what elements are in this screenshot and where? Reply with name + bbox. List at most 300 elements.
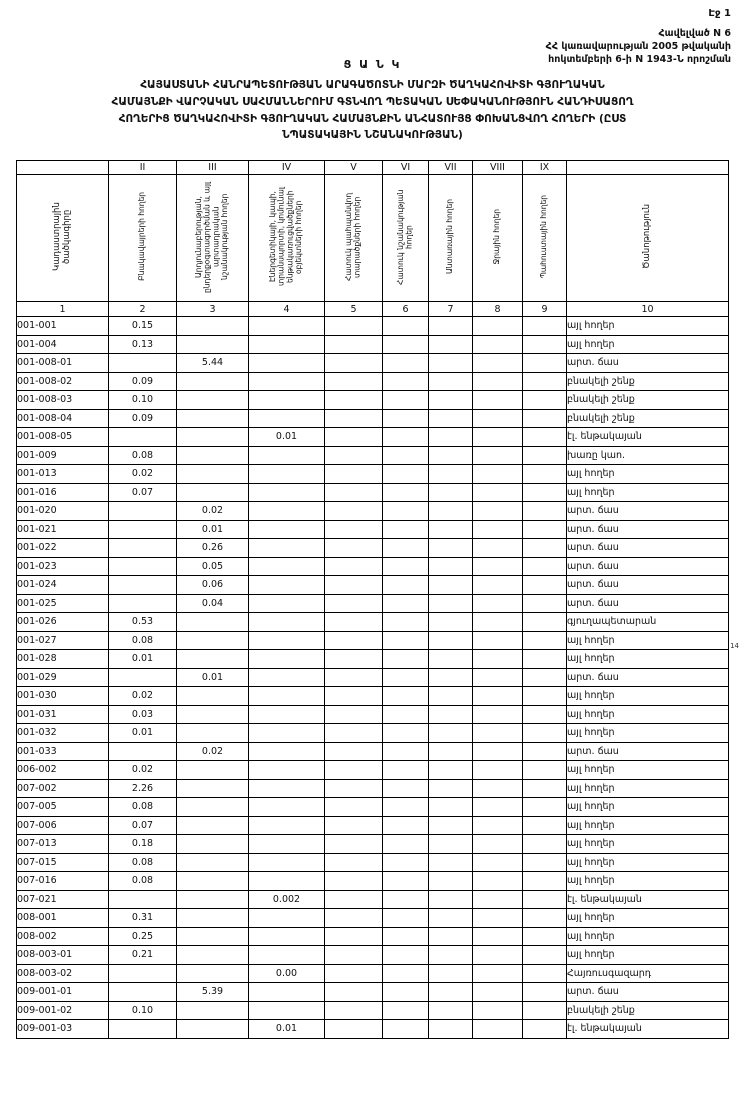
cell-cadastral-code: 007-021 (17, 890, 109, 909)
cell-water-lands (473, 687, 523, 706)
cell-cadastral-code: 007-015 (17, 853, 109, 872)
cell-reserve-lands (523, 964, 567, 983)
cell-water-lands (473, 779, 523, 798)
roman-col-6: VI (383, 161, 429, 175)
cell-settlement-lands: 0.10 (109, 1001, 177, 1020)
cell-settlement-lands: 0.18 (109, 835, 177, 854)
annex-line-1: Հավելված N 6 (658, 28, 731, 39)
table-row (17, 502, 729, 521)
cell-cadastral-code: 001-032 (17, 724, 109, 743)
table-row (17, 872, 729, 891)
cell-settlement-lands: 0.08 (109, 872, 177, 891)
cell-infrastructure-lands (249, 1001, 325, 1020)
cell-cadastral-code: 001-001 (17, 317, 109, 336)
cell-note: այլ հողեր (567, 650, 729, 669)
cell-infrastructure-lands (249, 613, 325, 632)
land-registry-table (16, 160, 729, 1039)
cell-water-lands (473, 576, 523, 595)
cell-protected-lands (325, 594, 383, 613)
cell-reserve-lands (523, 668, 567, 687)
cell-reserve-lands (523, 391, 567, 410)
roman-col-2: II (109, 161, 177, 175)
cell-settlement-lands: 0.07 (109, 483, 177, 502)
cell-forest-lands (429, 446, 473, 465)
header-forest-lands: Անտառային հողեր (429, 175, 473, 302)
cell-note: այլ հողեր (567, 909, 729, 928)
cell-settlement-lands (109, 1020, 177, 1039)
cell-industrial-lands (177, 465, 249, 484)
cell-protected-lands (325, 853, 383, 872)
cell-settlement-lands: 0.09 (109, 372, 177, 391)
cell-special-lands (383, 1020, 429, 1039)
cell-infrastructure-lands (249, 354, 325, 373)
cell-water-lands (473, 520, 523, 539)
cell-industrial-lands: 0.05 (177, 557, 249, 576)
cell-special-lands (383, 835, 429, 854)
cell-protected-lands (325, 317, 383, 336)
cell-water-lands (473, 502, 523, 521)
cell-note: խառը կաո. (567, 446, 729, 465)
cell-settlement-lands (109, 964, 177, 983)
cell-forest-lands (429, 687, 473, 706)
cell-reserve-lands (523, 465, 567, 484)
cell-settlement-lands: 0.08 (109, 446, 177, 465)
cell-industrial-lands (177, 687, 249, 706)
cell-protected-lands (325, 761, 383, 780)
cell-forest-lands (429, 668, 473, 687)
table-row (17, 631, 729, 650)
cell-cadastral-code: 001-024 (17, 576, 109, 595)
cell-special-lands (383, 650, 429, 669)
cell-settlement-lands: 0.02 (109, 761, 177, 780)
colnum-7: 7 (429, 302, 473, 317)
cell-water-lands (473, 946, 523, 965)
cell-industrial-lands (177, 631, 249, 650)
cell-reserve-lands (523, 650, 567, 669)
cell-reserve-lands (523, 1020, 567, 1039)
cell-infrastructure-lands: 0.01 (249, 428, 325, 447)
cell-cadastral-code: 007-002 (17, 779, 109, 798)
cell-protected-lands (325, 502, 383, 521)
cell-infrastructure-lands (249, 483, 325, 502)
cell-infrastructure-lands (249, 835, 325, 854)
cell-infrastructure-lands: 0.01 (249, 1020, 325, 1039)
cell-protected-lands (325, 909, 383, 928)
colnum-4: 4 (249, 302, 325, 317)
cell-note: արտ. ճաս (567, 539, 729, 558)
cell-infrastructure-lands (249, 853, 325, 872)
cell-protected-lands (325, 354, 383, 373)
table-row (17, 687, 729, 706)
cell-reserve-lands (523, 687, 567, 706)
cell-infrastructure-lands (249, 946, 325, 965)
cell-industrial-lands: 0.02 (177, 502, 249, 521)
cell-note: գյուղապետարան (567, 613, 729, 632)
cell-forest-lands (429, 761, 473, 780)
cell-industrial-lands (177, 909, 249, 928)
cell-water-lands (473, 853, 523, 872)
cell-cadastral-code: 001-026 (17, 613, 109, 632)
cell-settlement-lands: 0.25 (109, 927, 177, 946)
cell-cadastral-code: 007-006 (17, 816, 109, 835)
cell-industrial-lands (177, 446, 249, 465)
cell-industrial-lands (177, 317, 249, 336)
cell-water-lands (473, 372, 523, 391)
cell-protected-lands (325, 650, 383, 669)
table-row (17, 317, 729, 336)
header-notes: Ծանոթություն (567, 175, 729, 302)
table-row (17, 428, 729, 447)
cell-infrastructure-lands (249, 335, 325, 354)
cell-special-lands (383, 354, 429, 373)
page-subtitle (0, 71, 745, 144)
table-row (17, 335, 729, 354)
cell-protected-lands (325, 539, 383, 558)
cell-settlement-lands: 0.03 (109, 705, 177, 724)
roman-col-4: IV (249, 161, 325, 175)
cell-special-lands (383, 335, 429, 354)
cell-special-lands (383, 872, 429, 891)
cell-reserve-lands (523, 927, 567, 946)
cell-cadastral-code: 009-001-01 (17, 983, 109, 1002)
cell-infrastructure-lands (249, 576, 325, 595)
cell-note: արտ. ճաս (567, 983, 729, 1002)
cell-special-lands (383, 539, 429, 558)
cell-settlement-lands: 0.21 (109, 946, 177, 965)
cell-settlement-lands: 0.01 (109, 650, 177, 669)
cell-infrastructure-lands (249, 779, 325, 798)
cell-special-lands (383, 909, 429, 928)
cell-infrastructure-lands (249, 687, 325, 706)
colnum-3: 3 (177, 302, 249, 317)
cell-note: էլ. ենթակայան (567, 890, 729, 909)
cell-infrastructure-lands (249, 446, 325, 465)
cell-cadastral-code: 007-005 (17, 798, 109, 817)
cell-special-lands (383, 428, 429, 447)
table-row (17, 724, 729, 743)
cell-industrial-lands (177, 1020, 249, 1039)
table-row (17, 483, 729, 502)
cell-water-lands (473, 816, 523, 835)
cell-water-lands (473, 335, 523, 354)
page-number: Էջ 1 (708, 8, 731, 19)
cell-special-lands (383, 465, 429, 484)
cell-reserve-lands (523, 835, 567, 854)
cell-special-lands (383, 705, 429, 724)
cell-reserve-lands (523, 576, 567, 595)
cell-cadastral-code: 001-021 (17, 520, 109, 539)
cell-note: այլ հողեր (567, 816, 729, 835)
table-row (17, 520, 729, 539)
cell-settlement-lands (109, 354, 177, 373)
cell-forest-lands (429, 946, 473, 965)
cell-protected-lands (325, 409, 383, 428)
cell-industrial-lands (177, 372, 249, 391)
cell-special-lands (383, 816, 429, 835)
table-row (17, 613, 729, 632)
cell-protected-lands (325, 687, 383, 706)
table-row (17, 594, 729, 613)
cell-protected-lands (325, 798, 383, 817)
cell-protected-lands (325, 465, 383, 484)
cell-water-lands (473, 613, 523, 632)
cell-special-lands (383, 483, 429, 502)
cell-infrastructure-lands (249, 465, 325, 484)
subtitle-line-2: ՀԱՄԱՅՆՔԻ ՎԱՐՉԱԿԱՆ ՍԱՀՄԱՆՆԵՐՈՒՄ ԳՏՆՎՈՂ ՊԵՏԱԿԱՆ ՍԵՓԱԿԱՆՈՒԹՅՈՒՆ ՀԱՆԴԻՍԱՑՈՂ (111, 95, 634, 108)
cell-industrial-lands (177, 705, 249, 724)
cell-infrastructure-lands (249, 761, 325, 780)
cell-cadastral-code: 001-004 (17, 335, 109, 354)
cell-water-lands (473, 761, 523, 780)
cell-protected-lands (325, 428, 383, 447)
cell-protected-lands (325, 520, 383, 539)
cell-reserve-lands (523, 428, 567, 447)
cell-special-lands (383, 798, 429, 817)
table-row (17, 909, 729, 928)
cell-water-lands (473, 668, 523, 687)
header-settlement-lands: Բնակավայրերի հողեր (109, 175, 177, 302)
cell-settlement-lands (109, 502, 177, 521)
cell-special-lands (383, 557, 429, 576)
table-row (17, 779, 729, 798)
cell-forest-lands (429, 890, 473, 909)
cell-reserve-lands (523, 594, 567, 613)
cell-special-lands (383, 853, 429, 872)
cell-industrial-lands (177, 391, 249, 410)
cell-forest-lands (429, 835, 473, 854)
cell-note: այլ հողեր (567, 631, 729, 650)
cell-special-lands (383, 446, 429, 465)
cell-settlement-lands (109, 668, 177, 687)
cell-reserve-lands (523, 372, 567, 391)
cell-industrial-lands (177, 613, 249, 632)
cell-reserve-lands (523, 872, 567, 891)
colnum-9: 9 (523, 302, 567, 317)
table-row (17, 372, 729, 391)
cell-cadastral-code: 008-002 (17, 927, 109, 946)
cell-industrial-lands: 0.06 (177, 576, 249, 595)
cell-protected-lands (325, 446, 383, 465)
cell-protected-lands (325, 483, 383, 502)
cell-protected-lands (325, 983, 383, 1002)
cell-forest-lands (429, 705, 473, 724)
cell-special-lands (383, 372, 429, 391)
cell-forest-lands (429, 779, 473, 798)
cell-note: այլ հողեր (567, 317, 729, 336)
table-row (17, 816, 729, 835)
cell-protected-lands (325, 742, 383, 761)
cell-industrial-lands (177, 853, 249, 872)
cell-settlement-lands: 2.26 (109, 779, 177, 798)
cell-note: արտ. ճաս (567, 354, 729, 373)
cell-industrial-lands (177, 816, 249, 835)
cell-cadastral-code: 001-020 (17, 502, 109, 521)
table-row (17, 835, 729, 854)
cell-forest-lands (429, 927, 473, 946)
cell-forest-lands (429, 872, 473, 891)
roman-col-9: IX (523, 161, 567, 175)
cell-industrial-lands (177, 946, 249, 965)
cell-forest-lands (429, 594, 473, 613)
cell-settlement-lands (109, 428, 177, 447)
cell-cadastral-code: 001-027 (17, 631, 109, 650)
table-row (17, 446, 729, 465)
colnum-5: 5 (325, 302, 383, 317)
cell-industrial-lands: 5.44 (177, 354, 249, 373)
cell-industrial-lands (177, 835, 249, 854)
cell-reserve-lands (523, 613, 567, 632)
cell-infrastructure-lands (249, 742, 325, 761)
cell-cadastral-code: 001-008-03 (17, 391, 109, 410)
cell-special-lands (383, 890, 429, 909)
cell-water-lands (473, 705, 523, 724)
cell-note: արտ. ճաս (567, 594, 729, 613)
table-row (17, 539, 729, 558)
cell-forest-lands (429, 539, 473, 558)
cell-special-lands (383, 779, 429, 798)
cell-protected-lands (325, 835, 383, 854)
cell-note: արտ. ճաս (567, 742, 729, 761)
cell-special-lands (383, 927, 429, 946)
cell-note: արտ. ճաս (567, 557, 729, 576)
cell-forest-lands (429, 428, 473, 447)
cell-note: այլ հողեր (567, 335, 729, 354)
cell-industrial-lands (177, 650, 249, 669)
cell-industrial-lands: 5.39 (177, 983, 249, 1002)
cell-note: այլ հողեր (567, 835, 729, 854)
cell-infrastructure-lands (249, 557, 325, 576)
cell-infrastructure-lands (249, 539, 325, 558)
cell-infrastructure-lands (249, 391, 325, 410)
cell-reserve-lands (523, 335, 567, 354)
cell-protected-lands (325, 816, 383, 835)
cell-settlement-lands (109, 983, 177, 1002)
cell-settlement-lands: 0.01 (109, 724, 177, 743)
cell-industrial-lands (177, 483, 249, 502)
cell-protected-lands (325, 576, 383, 595)
cell-reserve-lands (523, 705, 567, 724)
cell-forest-lands (429, 798, 473, 817)
cell-protected-lands (325, 872, 383, 891)
cell-cadastral-code: 008-003-01 (17, 946, 109, 965)
table-row (17, 890, 729, 909)
colnum-8: 8 (473, 302, 523, 317)
cell-reserve-lands (523, 724, 567, 743)
cell-cadastral-code: 001-008-05 (17, 428, 109, 447)
cell-reserve-lands (523, 798, 567, 817)
cell-infrastructure-lands: 0.00 (249, 964, 325, 983)
cell-protected-lands (325, 779, 383, 798)
cell-industrial-lands (177, 428, 249, 447)
cell-forest-lands (429, 576, 473, 595)
cell-note: այլ հողեր (567, 946, 729, 965)
cell-reserve-lands (523, 317, 567, 336)
table-body (17, 317, 729, 1039)
cell-protected-lands (325, 964, 383, 983)
cell-cadastral-code: 001-030 (17, 687, 109, 706)
cell-forest-lands (429, 520, 473, 539)
cell-settlement-lands: 0.02 (109, 687, 177, 706)
colnum-2: 2 (109, 302, 177, 317)
cell-settlement-lands (109, 576, 177, 595)
header-special-lands: Հատուկ նշանակության հողեր (383, 175, 429, 302)
cell-protected-lands (325, 631, 383, 650)
cell-water-lands (473, 983, 523, 1002)
cell-forest-lands (429, 317, 473, 336)
cell-water-lands (473, 354, 523, 373)
cell-water-lands (473, 594, 523, 613)
cell-water-lands (473, 631, 523, 650)
cell-forest-lands (429, 354, 473, 373)
cell-special-lands (383, 668, 429, 687)
table-row (17, 964, 729, 983)
cell-note: այլ հողեր (567, 465, 729, 484)
cell-note: արտ. ճաս (567, 576, 729, 595)
cell-note: Հայռուսգազարդ (567, 964, 729, 983)
cell-forest-lands (429, 983, 473, 1002)
cell-protected-lands (325, 1001, 383, 1020)
table-row (17, 761, 729, 780)
cell-water-lands (473, 557, 523, 576)
cell-infrastructure-lands (249, 650, 325, 669)
roman-col-10 (567, 161, 729, 175)
subtitle-line-1: ՀԱՅԱՍՏԱՆԻ ՀԱՆՐԱՊԵՏՈՒԹՅԱՆ ԱՐԱԳԱԾՈՏՆԻ ՄԱՐԶԻ ԾԱՂԿԱՀՈՎԻՏԻ ԳՅՈՒՂԱԿԱՆ (140, 79, 605, 91)
cell-special-lands (383, 409, 429, 428)
cell-industrial-lands: 0.02 (177, 742, 249, 761)
cell-settlement-lands (109, 539, 177, 558)
table-row (17, 1020, 729, 1039)
cell-settlement-lands (109, 742, 177, 761)
cell-cadastral-code: 001-029 (17, 668, 109, 687)
cell-water-lands (473, 927, 523, 946)
cell-special-lands (383, 613, 429, 632)
cell-water-lands (473, 909, 523, 928)
cell-forest-lands (429, 502, 473, 521)
table-row (17, 798, 729, 817)
colnum-1: 1 (17, 302, 109, 317)
cell-reserve-lands (523, 890, 567, 909)
cell-cadastral-code: 001-025 (17, 594, 109, 613)
cell-settlement-lands: 0.09 (109, 409, 177, 428)
cell-special-lands (383, 724, 429, 743)
cell-note: այլ հողեր (567, 872, 729, 891)
cell-settlement-lands (109, 890, 177, 909)
cell-cadastral-code: 008-003-02 (17, 964, 109, 983)
annex-reference (546, 28, 731, 66)
cell-reserve-lands (523, 354, 567, 373)
cell-cadastral-code: 008-001 (17, 909, 109, 928)
cell-special-lands (383, 631, 429, 650)
cell-reserve-lands (523, 816, 567, 835)
table-row (17, 1001, 729, 1020)
cell-water-lands (473, 483, 523, 502)
cell-settlement-lands: 0.53 (109, 613, 177, 632)
cell-note: էլ. ենթակայան (567, 428, 729, 447)
cell-forest-lands (429, 650, 473, 669)
cell-protected-lands (325, 890, 383, 909)
cell-industrial-lands (177, 927, 249, 946)
cell-note: այլ հողեր (567, 779, 729, 798)
cell-industrial-lands (177, 335, 249, 354)
cell-protected-lands (325, 557, 383, 576)
cell-settlement-lands: 0.07 (109, 816, 177, 835)
cell-reserve-lands (523, 742, 567, 761)
table-row (17, 946, 729, 965)
cell-special-lands (383, 983, 429, 1002)
cell-infrastructure-lands (249, 724, 325, 743)
cell-special-lands (383, 594, 429, 613)
cell-forest-lands (429, 335, 473, 354)
